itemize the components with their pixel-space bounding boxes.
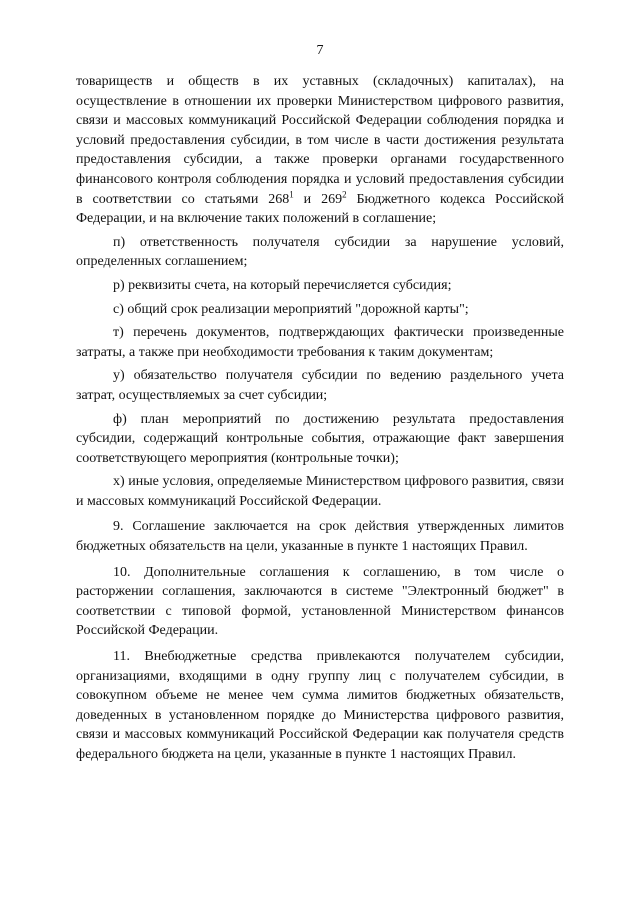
clause-u: у) обязательство получателя субсидии по ведению раздельного учета затрат, осуществляемых за счет субсидии; — [76, 368, 564, 403]
superscript-1: 1 — [289, 188, 294, 199]
document-body — [76, 72, 564, 765]
paragraph-text: и 269 — [293, 191, 343, 207]
clause-t: т) перечень документов, подтверждающих фактически произведенные затраты, а также при необходимости требования к таким документам; — [76, 325, 564, 360]
paragraph-continuation — [76, 72, 564, 229]
paragraph-10: 10. Дополнительные соглашения к соглашению, в том числе о расторжении соглашения, заключаются в системе "Электронный бюджет" в соответствии с типовой формой, установленной Министерством финансов Российской Федерации. — [76, 564, 564, 639]
paragraph-text: Бюджетного кодекса Российской Федерации, и на включение таких положений в соглашение; — [76, 191, 565, 227]
clause-kh: х) иные условия, определяемые Министерством цифрового развития, связи и массовых коммуникаций Российской Федерации. — [76, 474, 564, 509]
page-number: 7 — [316, 43, 324, 58]
superscript-2: 2 — [342, 188, 347, 199]
paragraph-11: 11. Внебюджетные средства привлекаются получателем субсидии, организациями, входящими в одну группу лиц с получателем субсидии, в совокупном объеме не менее чем сумма лимитов бюджетных обязательств, доведенных в установленном порядке до Министерства цифрового развития, связи и массовых коммуникаций Российской Федерации как получателя средств федерального бюджета на цели, указанные в пункте 1 настоящих Правил. — [76, 649, 564, 762]
clause-s: с) общий срок реализации мероприятий "дорожной карты"; — [113, 301, 469, 317]
clause-f: ф) план мероприятий по достижению результата предоставления субсидии, содержащий контрольные события, отражающие факт завершения соответствующего мероприятия (контрольные точки); — [76, 411, 564, 466]
paragraph-9: 9. Соглашение заключается на срок действия утвержденных лимитов бюджетных обязательств на цели, указанные в пункте 1 настоящих Правил. — [76, 519, 564, 555]
clause-p: п) ответственность получателя субсидии за нарушение условий, определенных соглашением; — [76, 234, 564, 270]
paragraph-text: товариществ и обществ в их уставных (складочных) капиталах), на осуществление в отношении их проверки Министерством цифрового развития, связи и массовых коммуникаций Российской Федерации соблюдения порядка и условий предоставления субсидии, в том числе в части достижения результата предоставления субсидии, а также проверки органами государственного финансового контроля соблюдения порядка и условий предоставления субсидии в соответствии со статьями 268 — [76, 74, 564, 207]
clause-r: р) реквизиты счета, на который перечисляется субсидия; — [113, 277, 452, 293]
